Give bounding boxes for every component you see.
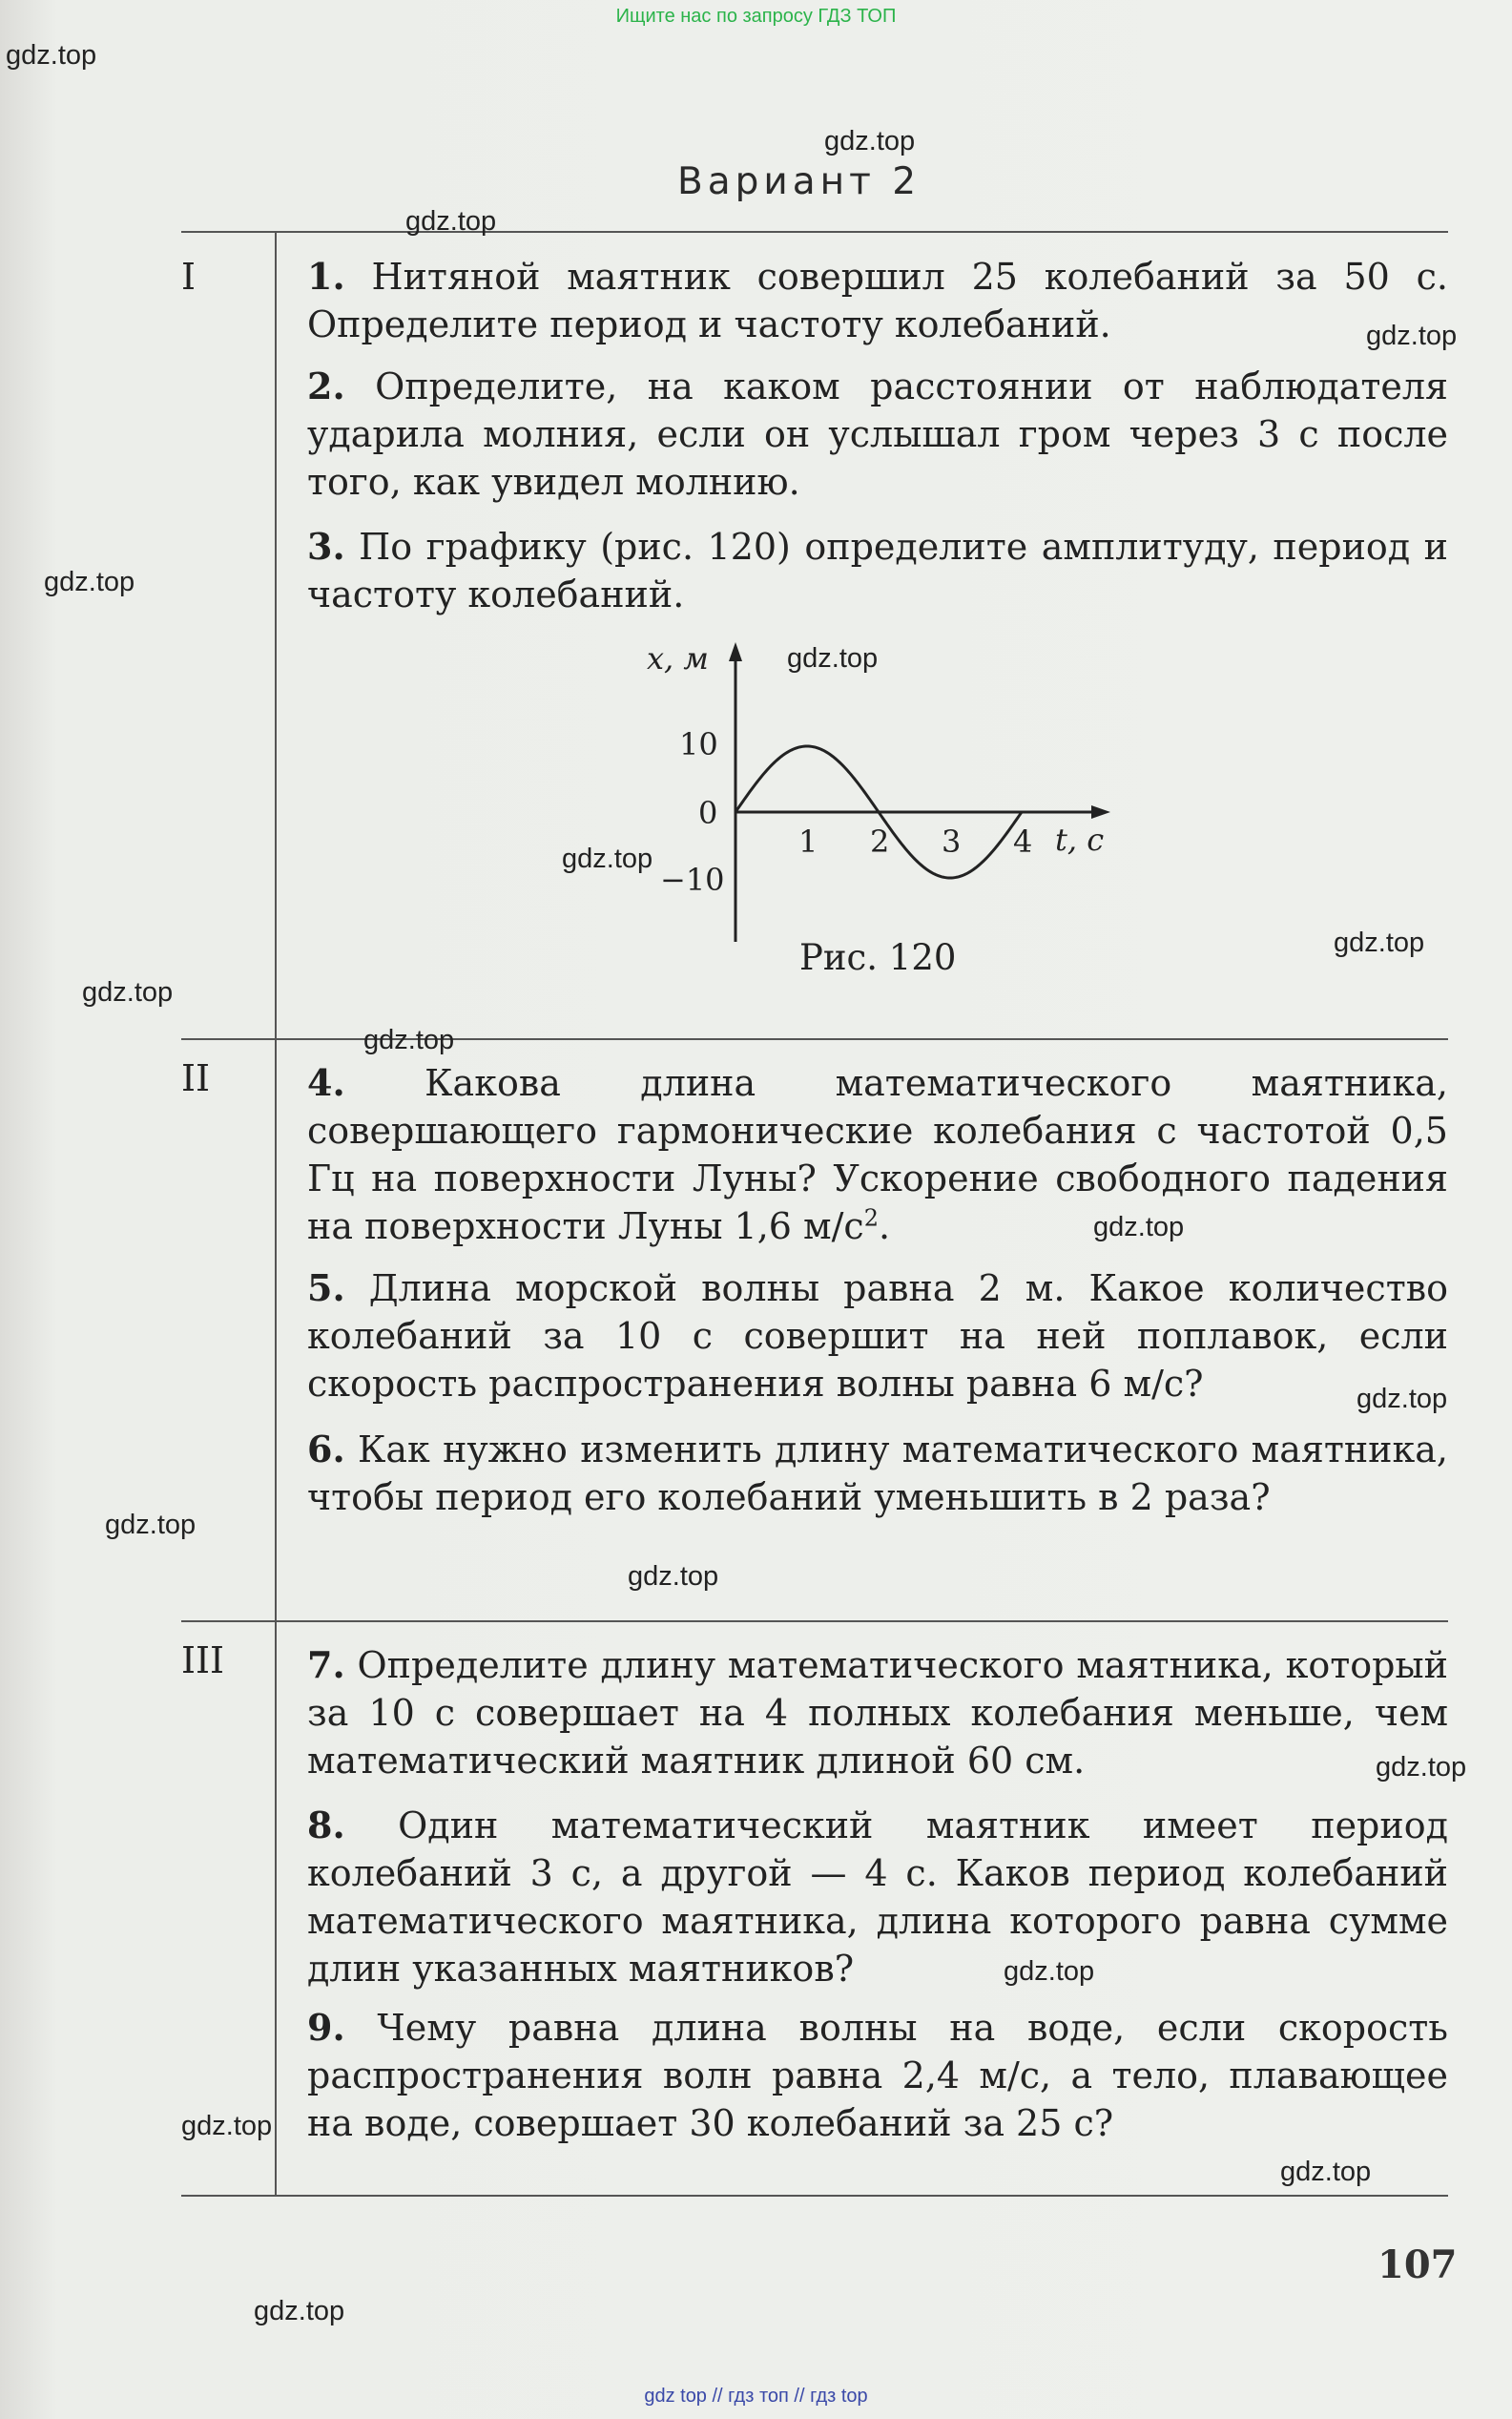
x-tick-label: 3 [942, 824, 962, 860]
task-4-number: 4. [307, 1061, 345, 1104]
y-tick-label: 0 [698, 795, 718, 831]
table-column-rule [275, 231, 277, 2197]
task-3-number: 3. [307, 525, 345, 568]
y-axis-label: x, м [647, 640, 709, 677]
watermark: gdz.top [1334, 928, 1425, 958]
watermark: gdz.top [1004, 1956, 1095, 1987]
page-title: Вариант 2 [677, 160, 922, 203]
watermark: gdz.top [6, 40, 97, 71]
task-3-text: По графику (рис. 120) определите амплитуду, период и частоту колебаний. [307, 526, 1448, 615]
watermark: gdz.top [562, 844, 653, 874]
watermark: gdz.top [44, 567, 135, 597]
task-6 [307, 1426, 1448, 1521]
task-7-text: Определите длину математического маятника, который за 10 с совершает на 4 полных колебания меньше, чем математический маятник длиной 60 см. [307, 1644, 1448, 1782]
task-8 [307, 1802, 1448, 1992]
task-7-number: 7. [307, 1643, 345, 1686]
watermark: gdz.top [1357, 1384, 1448, 1414]
watermark: gdz.top [405, 206, 497, 237]
oscillation-graph [611, 635, 1145, 988]
task-6-text: Как нужно изменить длину математического маятника, чтобы период его колебаний уменьшить в 2 раза? [307, 1428, 1448, 1518]
task-4-superscript: 2 [863, 1204, 879, 1232]
task-9 [307, 2004, 1448, 2147]
task-8-number: 8. [307, 1804, 345, 1846]
task-8-text: Один математический маятник имеет период колебаний 3 с, а другой — 4 с. Каков период колебаний математического маятника, длина которого равна сумме длин указанных маятников? [307, 1804, 1448, 1990]
watermark: gdz.top [787, 643, 879, 674]
task-7 [307, 1641, 1448, 1784]
table-rule-3 [181, 1620, 1448, 1622]
table-top-rule [181, 231, 1448, 233]
watermark: gdz.top [82, 977, 174, 1008]
task-1-number: 1. [307, 255, 345, 298]
bottom-banner[interactable]: gdz top // гдз топ // гдз top [644, 2386, 868, 2407]
watermark: gdz.top [181, 2111, 273, 2141]
task-4 [307, 1059, 1448, 1250]
watermark: gdz.top [1376, 1752, 1467, 1783]
watermark: gdz.top [1280, 2157, 1372, 2187]
task-6-number: 6. [307, 1428, 345, 1470]
watermark: gdz.top [254, 2296, 345, 2326]
x-tick-label: 1 [798, 824, 818, 860]
y-axis-arrow [729, 642, 742, 661]
task-9-number: 9. [307, 2006, 345, 2049]
level-label-i: I [181, 256, 197, 298]
y-tick-label: −10 [660, 862, 725, 898]
task-2 [307, 363, 1448, 506]
x-tick-label: 2 [870, 824, 890, 860]
task-2-text: Определите, на каком расстоянии от наблюдателя ударила молния, если он услышал гром через 3 с после того, как увидел молнию. [307, 365, 1448, 503]
task-4-tail: . [878, 1205, 891, 1247]
watermark: gdz.top [628, 1561, 719, 1592]
top-banner[interactable]: Ищите нас по запросу ГДЗ ТОП [615, 6, 897, 27]
task-2-number: 2. [307, 365, 345, 407]
task-5 [307, 1264, 1448, 1408]
level-label-iii: III [181, 1639, 225, 1681]
task-5-text: Длина морской волны равна 2 м. Какое количество колебаний за 10 с совершит на ней поплавок, если скорость распространения волны равна 6 м/с? [307, 1267, 1448, 1405]
watermark: gdz.top [363, 1025, 455, 1055]
x-axis-arrow [1091, 805, 1110, 819]
task-1-text: Нитяной маятник совершил 25 колебаний за 50 с. Определите период и частоту колебаний. [307, 256, 1448, 345]
figure-caption: Рис. 120 [799, 937, 957, 978]
page-number: 107 [1377, 2242, 1458, 2287]
x-axis-label: t, с [1055, 822, 1105, 858]
task-9-text: Чему равна длина волны на воде, если скорость распространения волн равна 2,4 м/с, а тело, плавающее на воде, совершает 30 колебаний за 25 с? [307, 2007, 1448, 2144]
task-4-text: Какова длина математического маятника, совершающего гармонические колебания с частотой 0,5 Гц на поверхности Луны? Ускорение свободного падения на поверхности Луны 1,6 м/с [307, 1062, 1448, 1247]
task-1 [307, 253, 1448, 348]
task-3 [307, 523, 1448, 618]
task-5-number: 5. [307, 1266, 345, 1309]
x-tick-label: 4 [1013, 824, 1033, 860]
level-label-ii: II [181, 1057, 211, 1099]
watermark: gdz.top [824, 126, 916, 156]
watermark: gdz.top [1093, 1212, 1185, 1242]
table-bottom-rule [181, 2195, 1448, 2197]
watermark: gdz.top [1366, 321, 1458, 351]
watermark: gdz.top [105, 1510, 197, 1540]
y-tick-label: 10 [679, 726, 718, 762]
